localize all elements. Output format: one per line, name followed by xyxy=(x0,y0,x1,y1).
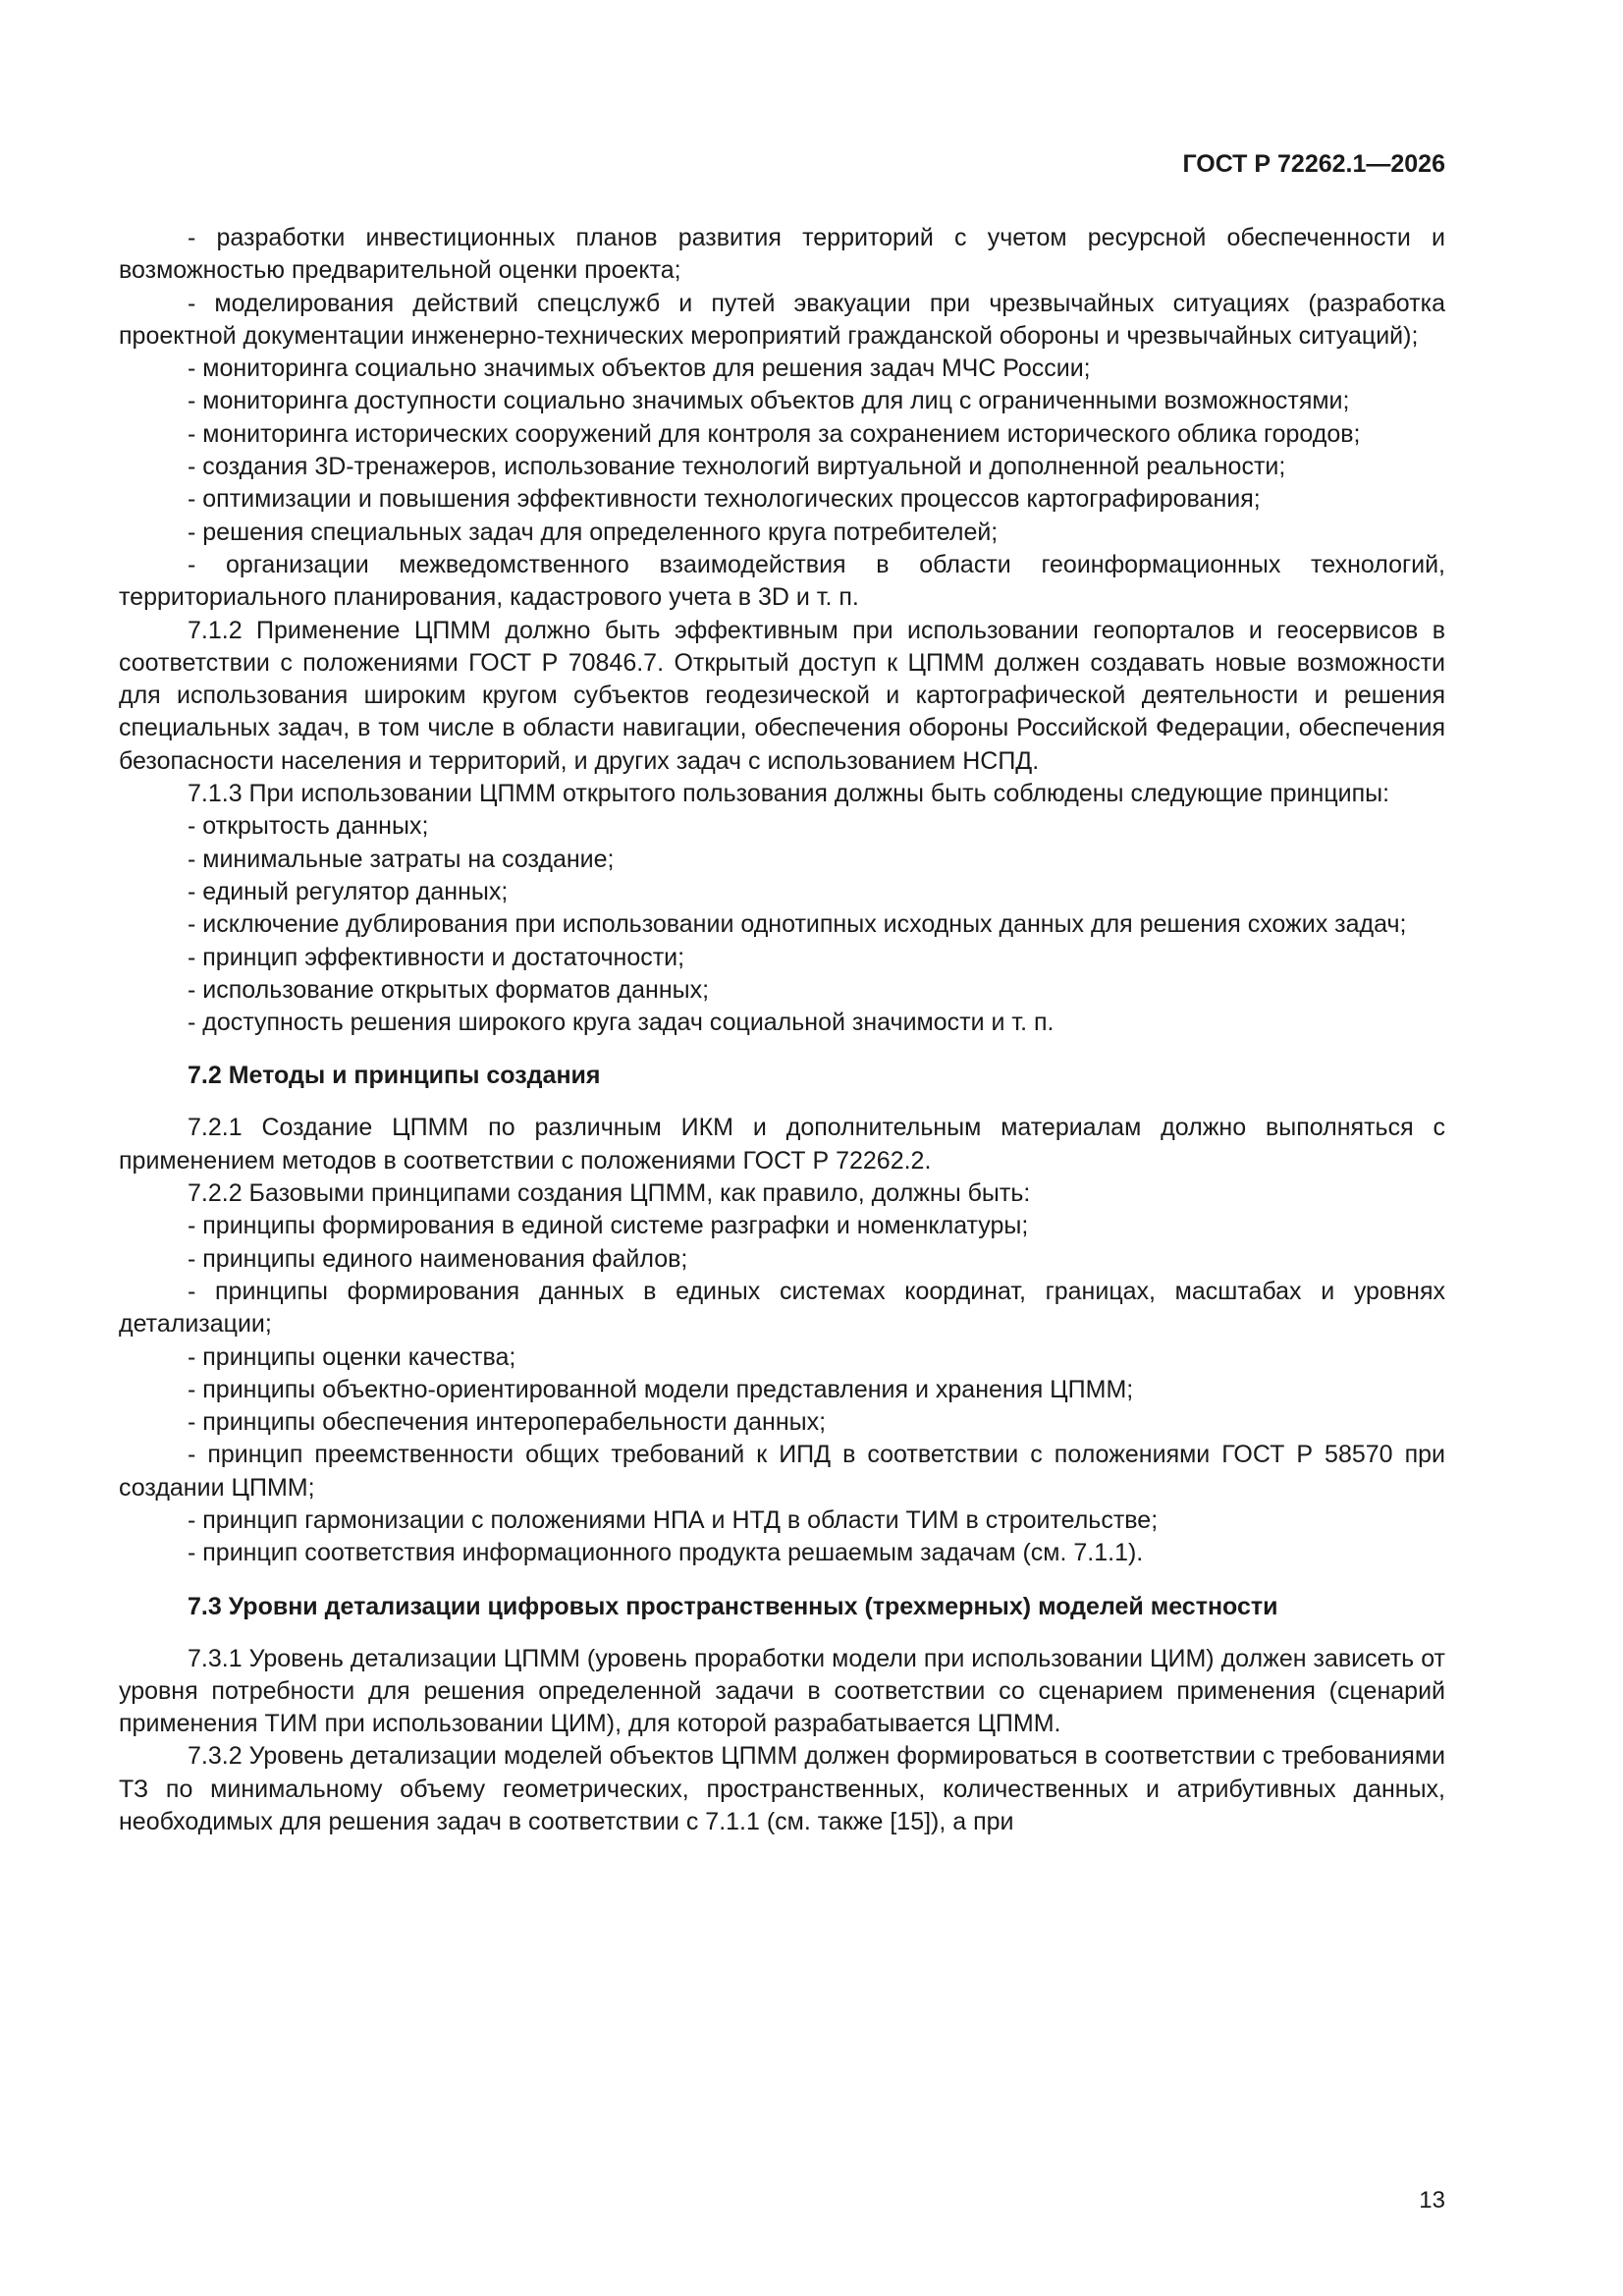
list-item: - моделирования действий спецслужб и путей эвакуации при чрезвычайных ситуациях (разработка проектной документации инженерно-технических мероприятий гражданской обороны и чрезвычайных ситуаций); xyxy=(119,289,1445,350)
clause-7-2-1: 7.2.1 Создание ЦПММ по различным ИКМ и дополнительным материалам должно выполняться с применением методов в соответствии с положениями ГОСТ Р 72262.2. xyxy=(119,1114,1445,1175)
document-code-header: ГОСТ Р 72262.1—2026 xyxy=(1182,150,1445,178)
list-item: - принципы формирования в единой системе разграфки и номенклатуры; xyxy=(188,1212,1029,1240)
list-item: - принцип соответствия информационного продукта решаемым задачам (см. 7.1.1). xyxy=(188,1539,1144,1567)
clause-7-1-3: 7.1.3 При использовании ЦПММ открытого пользования должны быть соблюдены следующие принципы: xyxy=(188,780,1390,808)
list-item: - создания 3D-тренажеров, использование технологий виртуальной и дополненной реальности; xyxy=(188,453,1286,481)
list-item: - решения специальных задач для определенного круга потребителей; xyxy=(188,518,999,546)
section-heading-7-3: 7.3 Уровни детализации цифровых пространственных (трехмерных) моделей местности xyxy=(188,1592,1278,1620)
list-item: - мониторинга доступности социально значимых объектов для лиц с ограниченными возможностями; xyxy=(188,387,1350,415)
list-item: - принципы обеспечения интероперабельности данных; xyxy=(188,1408,827,1437)
clause-7-2-2: 7.2.2 Базовыми принципами создания ЦПММ, как правило, должны быть: xyxy=(188,1179,1031,1208)
list-item: - единый регулятор данных; xyxy=(188,877,509,905)
list-item: - минимальные затраты на создание; xyxy=(188,845,615,873)
document-body xyxy=(119,222,1445,1838)
list-item: - мониторинга исторических сооружений для контроля за сохранением исторического облика городов; xyxy=(188,419,1361,448)
list-item: - доступность решения широкого круга задач социальной значимости и т. п. xyxy=(188,1009,1055,1037)
list-item: - принципы оценки качества; xyxy=(188,1342,516,1371)
clause-7-3-2: 7.3.2 Уровень детализации моделей объектов ЦПММ должен формироваться в соответствии с требованиями ТЗ по минимальному объему геометрических, пространственных, количественных и атрибутивных данных, необходимых для решения задач в соответствии с 7.1.1 (см. также [15]), а при xyxy=(119,1742,1445,1836)
list-item: - принцип эффективности и достаточности; xyxy=(188,943,685,971)
list-item: - принцип преемственности общих требований к ИПД в соответствии с положениями ГОСТ Р 58570 при создании ЦПММ; xyxy=(119,1441,1445,1502)
list-item: - исключение дублирования при использовании однотипных исходных данных для решения схожих задач; xyxy=(188,910,1407,939)
clause-7-3-1: 7.3.1 Уровень детализации ЦПММ (уровень проработки модели при использовании ЦИМ) должен зависеть от уровня потребности для решения определенной задачи в соответствии со сценарием применения (сценарий применения ТИМ при использовании ЦИМ), для которой разрабатывается ЦПММ. xyxy=(119,1644,1445,1738)
page-number: 13 xyxy=(1419,2187,1445,2214)
list-item: - организации межведомственного взаимодействия в области геоинформационных технологий, территориального планирования, кадастрового учета в 3D и т. п. xyxy=(119,550,1445,612)
list-item: - открытость данных; xyxy=(188,812,429,841)
list-item: - принцип гармонизации с положениями НПА и НТД в области ТИМ в строительстве; xyxy=(188,1505,1159,1534)
list-item: - использование открытых форматов данных; xyxy=(188,975,710,1004)
list-item: - принципы объектно-ориентированной модели представления и хранения ЦПММ; xyxy=(188,1375,1134,1403)
list-item: - принципы формирования данных в единых системах координат, границах, масштабах и уровнях детализации; xyxy=(119,1277,1445,1339)
list-item: - мониторинга социально значимых объектов для решения задач МЧС России; xyxy=(188,355,1091,383)
list-item: - оптимизации и повышения эффективности технологических процессов картографирования; xyxy=(188,485,1261,514)
list-item: - разработки инвестиционных планов развития территорий с учетом ресурсной обеспеченности и возможностью предварительной оценки проекта; xyxy=(119,224,1445,285)
list-item: - принципы единого наименования файлов; xyxy=(188,1244,688,1273)
section-heading-7-2: 7.2 Методы и принципы создания xyxy=(188,1062,601,1090)
clause-7-1-2: 7.1.2 Применение ЦПММ должно быть эффективным при использовании геопорталов и геосервисов в соответствии с положениями ГОСТ Р 70846.7. Открытый доступ к ЦПММ должен создавать новые возможности для использования широким кругом субъектов геодезической и картографической деятельности и решения специальных задач, в том числе в области навигации, обеспечения обороны Российской Федерации, обеспечения безопасности населения и территорий, и других задач с использованием НСПД. xyxy=(119,616,1445,775)
